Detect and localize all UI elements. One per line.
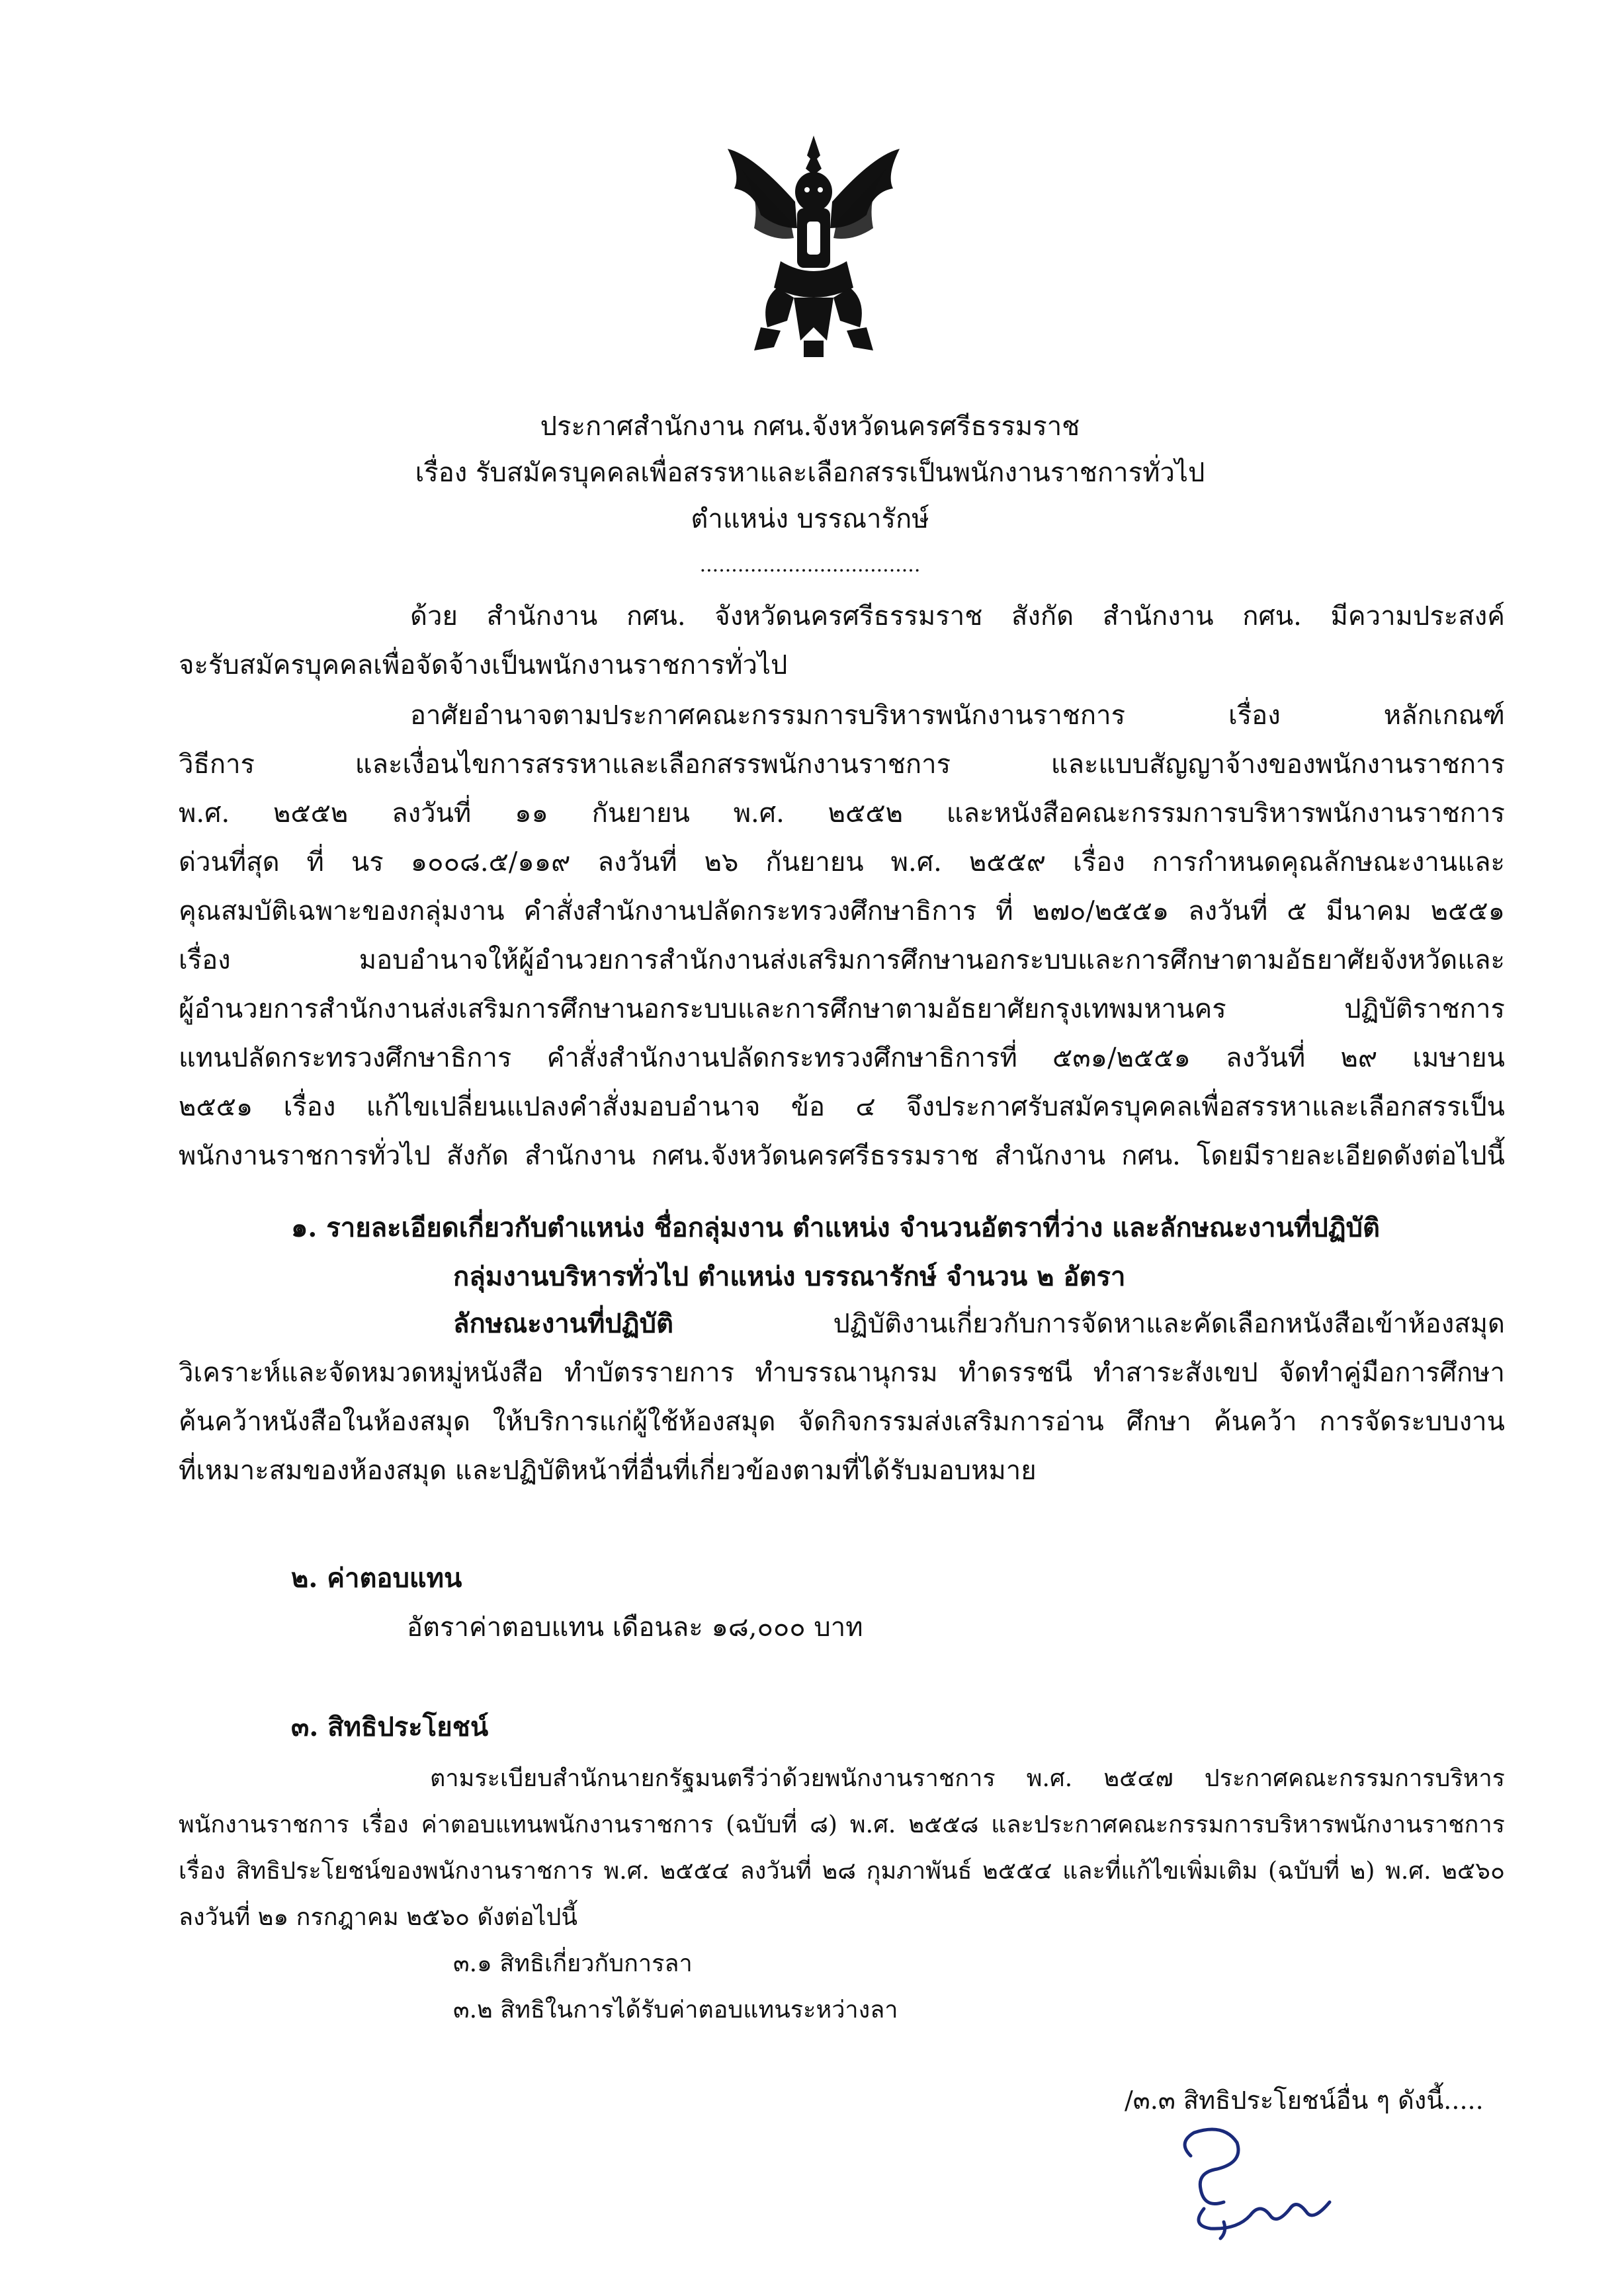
authority-line: อาศัยอำนาจตามประกาศคณะกรรมการบริหารพนักงานราชการ เรื่อง หลักเกณฑ์ — [410, 700, 1505, 731]
duty-first-text: ปฏิบัติงานเกี่ยวกับการจัดหาและคัดเลือกหนังสือเข้าห้องสมุด — [673, 1309, 1505, 1339]
announcement-subject: เรื่อง รับสมัครบุคคลเพื่อสรรหาและเลือกสรรเป็นพนักงานราชการทั่วไป — [415, 458, 1205, 488]
section2-heading: ๒. ค่าตอบแทน — [291, 1563, 462, 1594]
authority-line: เรื่อง มอบอำนาจให้ผู้อำนวยการสำนักงานส่งเสริมการศึกษานอกระบบและการศึกษาตามอัธยาศัยจังหวัดและ — [179, 945, 1505, 975]
section1-duty-block — [179, 1299, 1505, 1495]
header-divider: ................................... — [699, 554, 921, 577]
section3-item: ๓.๒ สิทธิในการได้รับค่าตอบแทนระหว่างลา — [453, 1996, 898, 2024]
section3-body — [179, 1756, 1505, 2033]
section2-text: อัตราค่าตอบแทน เดือนละ ๑๘,๐๐๐ บาท — [407, 1612, 863, 1643]
announcement-title: ประกาศสำนักงาน กศน.จังหวัดนครศรีธรรมราช — [540, 411, 1080, 442]
section1-subheading: กลุ่มงานบริหารทั่วไป ตำแหน่ง บรรณารักษ์ จำนวน ๒ อัตรา — [453, 1261, 1126, 1292]
duty-first-line — [453, 1299, 1505, 1348]
duty-label: ลักษณะงานที่ปฏิบัติ — [453, 1308, 674, 1339]
authority-line: ผู้อำนวยการสำนักงานส่งเสริมการศึกษานอกระบบและการศึกษาตามอัธยาศัยกรุงเทพมหานคร ปฏิบัติราชการ — [179, 994, 1505, 1024]
section2-block — [291, 1554, 1505, 1652]
authority-line: พนักงานราชการทั่วไป สังกัด สำนักงาน กศน.จังหวัดนครศรีธรรมราช สำนักงาน กศน. โดยมีรายละเอียดดังต่อไปนี้ — [179, 1141, 1505, 1171]
section3-line: พนักงานราชการ เรื่อง ค่าตอบแทนพนักงานราชการ (ฉบับที่ ๘) พ.ศ. ๒๕๕๘ และประกาศคณะกรรมการบริหารพนักงานราชการ — [179, 1811, 1505, 1838]
duty-line: ค้นคว้าหนังสือในห้องสมุด ให้บริการแก่ผู้ใช้ห้องสมุด จัดกิจกรรมส่งเสริมการอ่าน ศึกษา ค้นคว้า การจัดระบบงาน — [179, 1407, 1505, 1437]
intro-line: ด้วย สำนักงาน กศน. จังหวัดนครศรีธรรมราช สังกัด สำนักงาน กศน. มีความประสงค์ — [410, 601, 1505, 632]
duty-line: ที่เหมาะสมของห้องสมุด และปฏิบัติหน้าที่อื่นที่เกี่ยวข้องตามที่ได้รับมอบหมาย — [179, 1456, 1037, 1486]
signature-icon — [1164, 2116, 1363, 2248]
authority-line: ๒๕๕๑ เรื่อง แก้ไขเปลี่ยนแปลงคำสั่งมอบอำนาจ ข้อ ๔ จึงประกาศรับสมัครบุคคลเพื่อสรรหาและเลือกสรรเป็น — [179, 1092, 1505, 1122]
authority-line: ด่วนที่สุด ที่ นร ๑๐๐๘.๕/๑๑๙ ลงวันที่ ๒๖ กันยายน พ.ศ. ๒๕๕๙ เรื่อง การกำหนดคุณลักษณะงานและ — [179, 847, 1505, 878]
section3-heading: ๓. สิทธิประโยชน์ — [291, 1711, 489, 1742]
authority-paragraph — [179, 691, 1505, 1180]
section1-heading: ๑. รายละเอียดเกี่ยวกับตำแหน่ง ชื่อกลุ่มงาน ตำแหน่ง จำนวนอัตราที่ว่าง และลักษณะงานที่ปฏิบัติ — [291, 1212, 1380, 1243]
duty-line: วิเคราะห์และจัดหมวดหมู่หนังสือ ทำบัตรรายการ ทำบรรณานุกรม ทำดรรชนี ทำสาระสังเขป จัดทำคู่มือการศึกษา — [179, 1358, 1505, 1388]
section3-item: ๓.๑ สิทธิเกี่ยวกับการลา — [453, 1950, 693, 1977]
intro-paragraph — [179, 592, 1505, 690]
authority-line: คุณสมบัติเฉพาะของกลุ่มงาน คำสั่งสำนักงานปลัดกระทรวงศึกษาธิการ ที่ ๒๗๐/๒๕๕๑ ลงวันที่ ๕ มีนาคม ๒๕๕๑ — [179, 896, 1505, 926]
section3-line: ลงวันที่ ๒๑ กรกฎาคม ๒๕๖๐ ดังต่อไปนี้ — [179, 1904, 577, 1931]
intro-line: จะรับสมัครบุคคลเพื่อจัดจ้างเป็นพนักงานราชการทั่วไป — [179, 650, 788, 680]
section3-line: เรื่อง สิทธิประโยชน์ของพนักงานราชการ พ.ศ. ๒๕๕๔ ลงวันที่ ๒๘ กุมภาพันธ์ ๒๕๕๔ และที่แก้ไขเพิ่มเติม (ฉบับที่ ๒) พ.ศ. ๒๕๖๐ — [179, 1858, 1505, 1885]
announcement-position: ตำแหน่ง บรรณารักษ์ — [691, 504, 929, 534]
section3-heading-block — [291, 1703, 1505, 1752]
continuation-note: /๓.๓ สิทธิประโยชน์อื่น ๆ ดังนี้..... — [1125, 2086, 1484, 2115]
authority-line: วิธีการ และเงื่อนไขการสรรหาและเลือกสรรพนักงานราชการ และแบบสัญญาจ้างของพนักงานราชการ — [179, 749, 1505, 780]
section1-heading-block — [291, 1204, 1505, 1301]
section3-line: ตามระเบียบสำนักนายกรัฐมนตรีว่าด้วยพนักงานราชการ พ.ศ. ๒๕๔๗ ประกาศคณะกรรมการบริหาร — [430, 1765, 1505, 1792]
authority-line: พ.ศ. ๒๕๕๒ ลงวันที่ ๑๑ กันยายน พ.ศ. ๒๕๕๒ และหนังสือคณะกรรมการบริหารพนักงานราชการ — [179, 798, 1505, 829]
authority-line: แทนปลัดกระทรวงศึกษาธิการ คำสั่งสำนักงานปลัดกระทรวงศึกษาธิการที่ ๕๓๑/๒๕๕๑ ลงวันที่ ๒๙ เมษายน — [179, 1043, 1505, 1073]
garuda-emblem-icon — [714, 129, 913, 367]
